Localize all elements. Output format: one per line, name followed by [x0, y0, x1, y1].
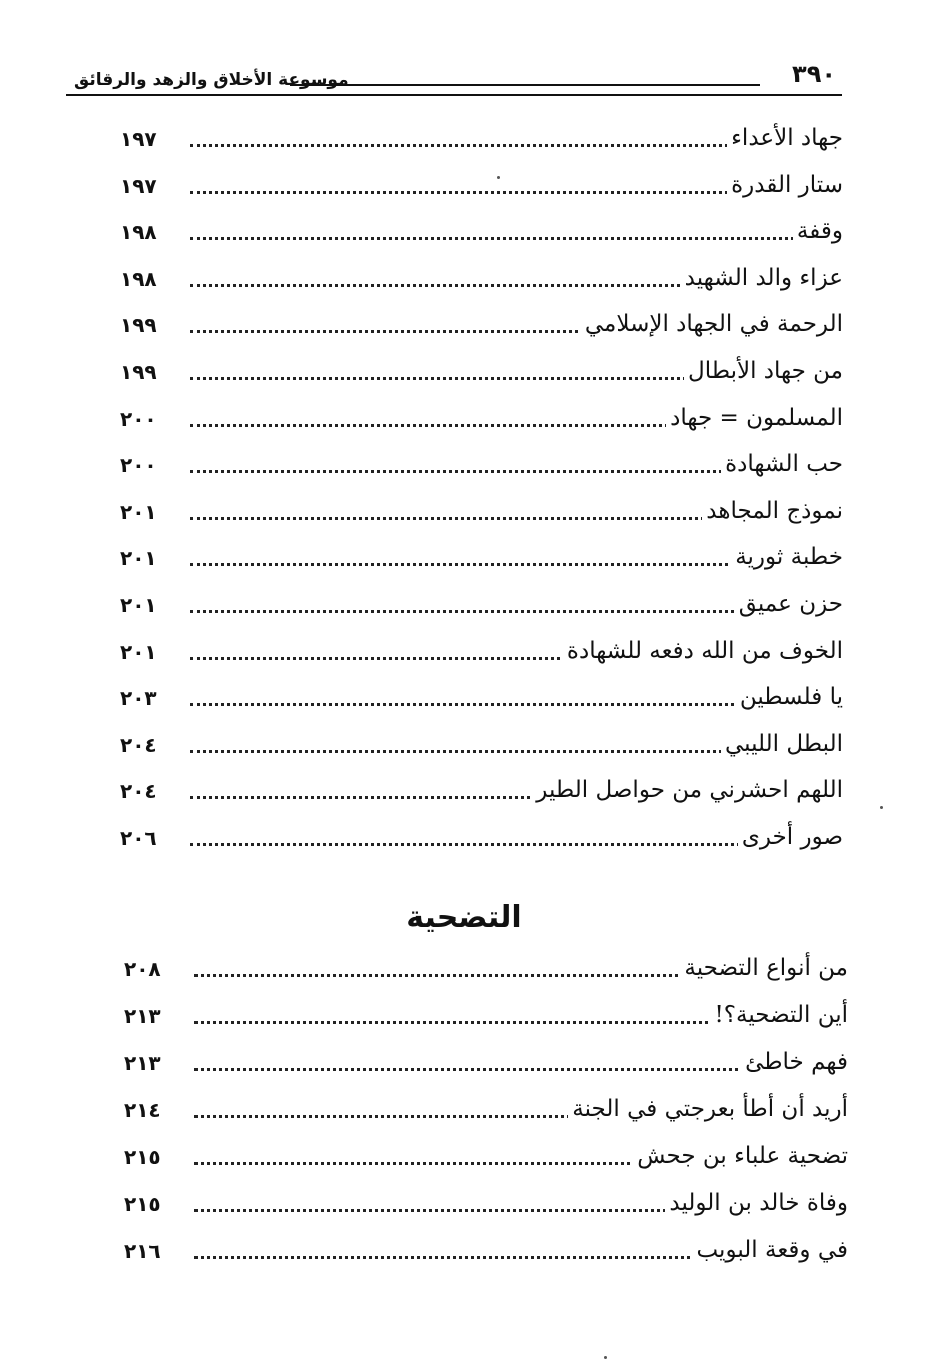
entry-title: البطل الليبي — [721, 724, 843, 764]
toc-entry — [120, 537, 843, 577]
toc-entry — [120, 304, 843, 344]
toc-entry — [120, 118, 843, 158]
entry-page-number: ١٩٩ — [120, 360, 157, 384]
header-rule — [290, 84, 760, 86]
entry-title: الرحمة في الجهاد الإسلامي — [581, 304, 843, 344]
entry-title: وقفة — [793, 211, 843, 251]
section-heading: التضحية — [406, 900, 522, 935]
entry-title: أريد أن أطأ بعرجتي في الجنة — [568, 1089, 848, 1129]
entry-title: خطبة ثورية — [731, 537, 843, 577]
toc-entry — [124, 1136, 848, 1176]
entry-title: فهم خاطئ — [741, 1042, 848, 1082]
entry-page-number: ١٩٨ — [120, 266, 157, 291]
toc-entry — [120, 258, 843, 298]
scan-speck — [880, 806, 883, 809]
toc-entry — [120, 398, 843, 438]
header-page-number: ٣٩٠ — [792, 60, 836, 88]
toc-entry — [120, 165, 843, 205]
toc-entry — [120, 770, 843, 810]
toc-entry — [124, 948, 848, 988]
toc-entry — [124, 1089, 848, 1129]
entry-title: الخوف من الله دفعه للشهادة — [563, 631, 843, 671]
entry-page-number: ٢٠١ — [120, 546, 157, 571]
entry-page-number: ٢١٥ — [124, 1145, 161, 1169]
header-underline — [66, 94, 842, 96]
entry-page-number: ٢٠٤ — [120, 779, 157, 804]
entry-page-number: ٢١٣ — [124, 1004, 161, 1028]
entry-page-number: ٢١٤ — [124, 1098, 161, 1122]
toc-entry — [120, 444, 843, 484]
toc-entry — [120, 351, 843, 391]
entry-page-number: ٢٠١ — [120, 593, 157, 617]
entry-page-number: ٢٠٨ — [124, 957, 161, 981]
entry-title: وفاة خالد بن الوليد — [665, 1183, 848, 1223]
entry-title: اللهم احشرني من حواصل الطير — [532, 770, 843, 810]
dot-leader — [190, 237, 843, 240]
toc-entry — [120, 584, 843, 624]
entry-page-number: ١٩٧ — [120, 127, 157, 151]
entry-title: ستار القدرة — [727, 165, 843, 205]
entry-title: حب الشهادة — [721, 444, 843, 484]
entry-title: نموذج المجاهد — [702, 491, 843, 531]
entry-page-number: ٢١٥ — [124, 1192, 161, 1216]
entry-page-number: ٢١٦ — [124, 1239, 161, 1263]
toc-entry — [120, 677, 843, 717]
entry-title: المسلمون = جهاد — [666, 398, 843, 438]
entry-title: من جهاد الأبطال — [684, 351, 843, 391]
toc-entry — [120, 491, 843, 531]
toc-entry — [124, 1042, 848, 1082]
entry-title: حزن عميق — [735, 584, 843, 624]
scan-speck — [497, 176, 500, 179]
running-header — [66, 60, 842, 96]
toc-entry — [120, 211, 843, 251]
entry-title: أين التضحية؟! — [711, 995, 848, 1035]
entry-page-number: ٢١٣ — [124, 1051, 161, 1075]
entry-title: عزاء والد الشهيد — [681, 258, 843, 298]
entry-page-number: ١٩٩ — [120, 313, 157, 338]
entry-title: جهاد الأعداء — [727, 118, 843, 158]
entry-title: تضحية علباء بن جحش — [633, 1136, 848, 1176]
entry-page-number: ٢٠٠ — [120, 406, 157, 431]
toc-entry — [120, 724, 843, 764]
toc-entry — [120, 631, 843, 671]
entry-title: من أنواع التضحية — [680, 948, 848, 988]
entry-title: صور أخرى — [738, 817, 843, 857]
entry-page-number: ٢٠١ — [120, 499, 157, 524]
entry-page-number: ٢٠٤ — [120, 732, 157, 757]
toc-entry — [124, 995, 848, 1035]
entry-page-number: ١٩٧ — [120, 173, 157, 198]
entry-page-number: ٢٠١ — [120, 639, 157, 664]
entry-page-number: ٢٠٣ — [120, 686, 157, 711]
entry-title: في وقعة البويب — [692, 1230, 848, 1270]
entry-page-number: ٢٠٦ — [120, 826, 157, 850]
entry-page-number: ١٩٨ — [120, 220, 157, 245]
toc-entry — [120, 817, 843, 857]
entry-title: يا فلسطين — [736, 677, 843, 717]
scan-speck — [604, 1356, 607, 1359]
header-title: موسوعة الأخلاق والزهد والرقائق — [74, 70, 349, 90]
entry-page-number: ٢٠٠ — [120, 453, 157, 478]
toc-entry — [124, 1183, 848, 1223]
toc-entry — [124, 1230, 848, 1270]
